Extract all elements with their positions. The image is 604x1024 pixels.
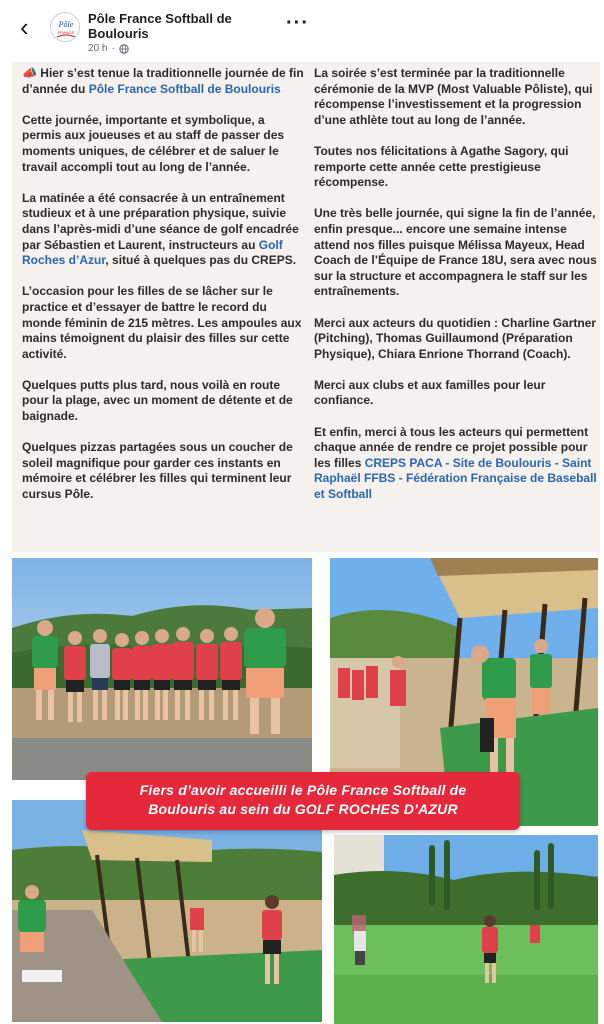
paragraph: La matinée a été consacrée à un entraînement studieux et à une préparation physique, suivie dans l’après-midi d’une séance de golf encadrée par Sébastien et Laurent, instructeurs au Golf Roches d’Azur, situé à quelques pas du CREPS. [22, 190, 299, 268]
putting-green-photo[interactable] [334, 835, 598, 1024]
team-group-photo[interactable] [12, 558, 312, 780]
driving-range-photo[interactable] [12, 800, 322, 1022]
paragraph: Et enfin, merci à tous les acteurs qui permettent chaque année de rendre ce projet possible pour les filles CREPS PACA - Site de Boulouris - Saint Raphaël FFBS - Fédération Française de Baseball et Softball [314, 424, 597, 502]
logo-sub: FRANCE [57, 30, 75, 35]
paragraph: 📣 Hier s’est tenue la traditionnelle journée de fin d’année du Pôle France Softball de Boulouris [22, 66, 304, 96]
post-time[interactable]: 20 h [88, 43, 108, 54]
caption-banner [86, 772, 520, 830]
page-title[interactable]: Pôle France Softball de Boulouris [88, 11, 232, 41]
paragraph: Merci aux acteurs du quotidien : Charline Gartner (Pitching), Thomas Guillaumond (Préparation Physique), Chiara Enrione Thorrand (Coach). [314, 315, 597, 361]
post-text-image [12, 62, 600, 552]
paragraph: L’occasion pour les filles de se lâcher sur le practice et d’essayer de battre le record du monde féminin de 215 mètres. Les ampoules aux mains témoignent du plaisir des filles sur cette activité. [22, 284, 302, 361]
paragraph: Toutes nos félicitations à Agathe Sagory, qui remporte cette année cette prestigieuse récompense. [314, 143, 569, 190]
post-left-column [22, 66, 307, 518]
golf-link[interactable]: Golf Roches d’Azur [22, 237, 283, 268]
logo-text: Pôle [58, 20, 74, 29]
page-link[interactable]: Pôle France Softball de Boulouris [88, 81, 281, 96]
paragraph: La soirée s’est terminée par la traditionnelle cérémonie de la MVP (Most Valuable Pôliste), qui récompense l’investissement et la progression d’une athlète tout au long de l’année. [314, 66, 593, 127]
back-arrow-icon[interactable]: ‹ [20, 12, 29, 42]
post-meta: 20 h · [88, 43, 129, 54]
banner-line-1: Fiers d’avoir accueilli le Pôle France Softball de [139, 782, 467, 798]
logo-icon [51, 13, 80, 42]
post-header [0, 0, 604, 62]
paragraph: Quelques pizzas partagées sous un coucher de soleil magnifique pour garder ces instants en mémoire et célébrer les filles qui terminent leur cursus Pôle. [22, 440, 293, 502]
paragraph: Une très belle journée, qui signe la fin de l’année, enfin presque... encore une semaine intense attend nos filles puisque Mélissa Mayeux, Head Coach de l’Équipe de France 18U, sera avec nous sur la structure et accompagnera le staff sur les entraînements. [314, 206, 597, 299]
paragraph: Merci aux clubs et aux familles pour leur confiance. [314, 377, 546, 408]
paragraph: Quelques putts plus tard, nous voilà en route pour la plage, avec un moment de détente et de baignade. [22, 377, 293, 424]
banner-line-2: Boulouris au sein du GOLF ROCHES D’AZUR [148, 801, 458, 817]
more-options-icon[interactable]: ··· [286, 12, 309, 34]
page-avatar[interactable] [50, 12, 80, 42]
partners-link[interactable]: CREPS PACA - Site de Boulouris - Saint Raphaël FFBS - Fédération Française de Baseball et Softball [314, 455, 597, 502]
post-right-column [314, 66, 598, 518]
megaphone-icon: 📣 [22, 66, 37, 80]
paragraph: Cette journée, importante et symbolique, a permis aux joueuses et au staff de passer des moments uniques, de célébrer et de saluer le travail accompli tout au long de l’année. [22, 112, 285, 174]
globe-icon [119, 44, 129, 54]
